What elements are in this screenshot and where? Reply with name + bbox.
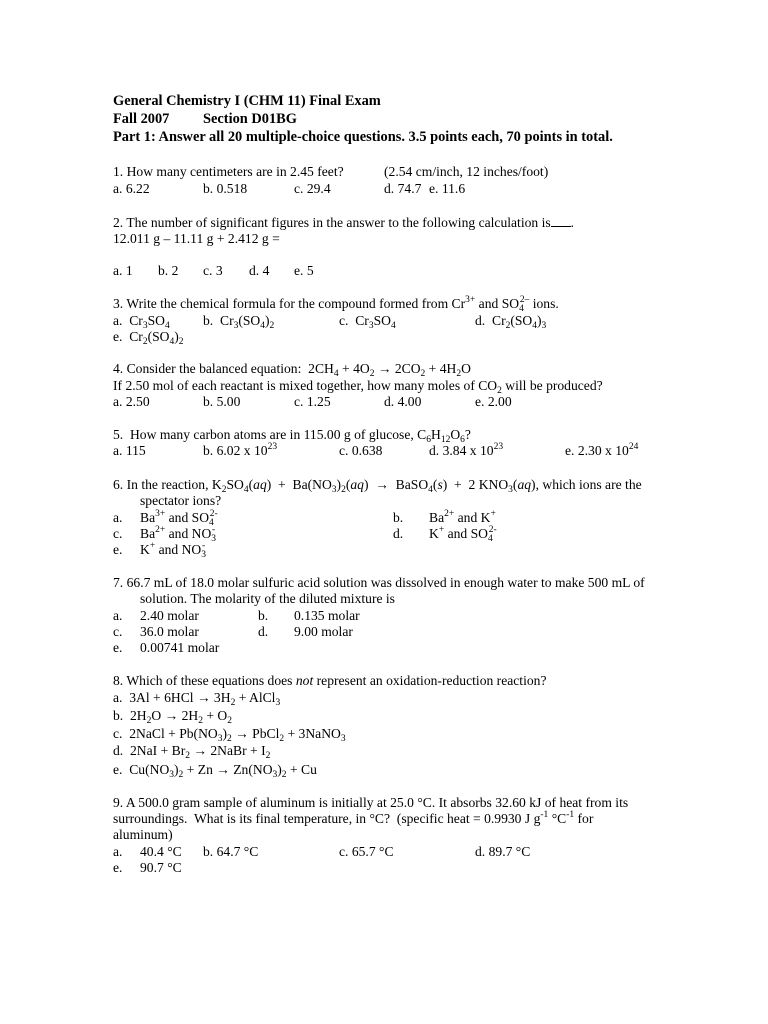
q7-stem: 7. 66.7 mL of 18.0 molar sulfuric acid solution was dissolved in enough water to make 500 mL of xyxy=(113,575,645,590)
q8-choice-c: c. 2NaCl + $Pb(NO_3)_2$ → PbCl$_2$ + 3NaNO$_3$ xyxy=(113,726,346,744)
q7-choice-d: 9.00 molar xyxy=(294,624,353,639)
q5-stem: 5. How many carbon atoms are in 115.00 g of glucose, $C_6H_{12}O_6$? xyxy=(113,427,471,445)
q9-choice-a: 40.4 °C xyxy=(140,844,182,859)
q7-choice-a-label: a. xyxy=(113,608,123,623)
q3-choice-c: c. $Cr_3SO_4$ xyxy=(339,313,396,331)
q4-choice-a: a. 2.50 xyxy=(113,394,150,409)
q7-choice-a: 2.40 molar xyxy=(140,608,199,623)
q1-hint: (2.54 cm/inch, 12 inches/foot) xyxy=(384,164,549,179)
q6-choice-e: K+ and $NO_3^-$ xyxy=(140,541,206,560)
q1-choice-a: a. 6.22 xyxy=(113,181,150,196)
q7-choice-e: 0.00741 molar xyxy=(140,640,220,655)
q7-choice-b: 0.135 molar xyxy=(294,608,360,623)
q3-choice-d: d. $Cr_2(SO_4)_3$ xyxy=(475,313,547,331)
q4-choice-e: e. 2.00 xyxy=(475,394,512,409)
q7-choice-b-label: b. xyxy=(258,608,269,623)
q4-question: If 2.50 mol of each reactant is mixed together, how many moles of $CO_2$ will be produced? xyxy=(113,378,603,396)
q3-choice-a: a. $Cr_3SO_4$ xyxy=(113,313,170,331)
q2-choice-e: e. 5 xyxy=(294,263,314,278)
q2-choice-d: d. 4 xyxy=(249,263,270,278)
q1-choice-d: d. 74.7 xyxy=(384,181,422,196)
q6-stem-cont: spectator ions? xyxy=(140,493,222,508)
q5-choice-a: a. 115 xyxy=(113,443,146,458)
exam-instructions: Part 1: Answer all 20 multiple-choice questions. 3.5 points each, 70 points in total. xyxy=(113,129,613,145)
exam-term: Fall 2007 xyxy=(113,111,170,127)
q7-choice-d-label: d. xyxy=(258,624,269,639)
q8-stem: 8. Which of these equations does not represent an oxidation-reduction reaction? xyxy=(113,673,547,688)
q5-choice-b: b. 6.02 x $10^{23}$ xyxy=(203,442,278,458)
q7-stem-cont: solution. The molarity of the diluted mixture is xyxy=(140,591,395,606)
q5-choice-e: e. 2.30 x $10^{24}$ xyxy=(565,442,639,458)
q9-choice-d: d. 89.7 °C xyxy=(475,844,531,859)
q6-choice-b-label: b. xyxy=(393,510,404,525)
q4-choice-c: c. 1.25 xyxy=(294,394,331,409)
q7-choice-c-label: c. xyxy=(113,624,123,639)
q7-choice-c: 36.0 molar xyxy=(140,624,199,639)
q9-choice-b: b. 64.7 °C xyxy=(203,844,259,859)
q5-choice-d: d. 3.84 x $10^{23}$ xyxy=(429,442,504,458)
exam-section: Section D01BG xyxy=(203,111,297,127)
q5-choice-c: c. 0.638 xyxy=(339,443,383,458)
q1-choice-c: c. 29.4 xyxy=(294,181,331,196)
q7-choice-e-label: e. xyxy=(113,640,123,655)
q9-stem: 9. A 500.0 gram sample of aluminum is initially at 25.0 °C. It absorbs 32.60 kJ of heat from its xyxy=(113,795,629,810)
q2-choice-a: a. 1 xyxy=(113,263,133,278)
q4-stem: 4. Consider the balanced equation: $2CH_4 + 4O_2 \to 2CO_2 + 4H_2O$ xyxy=(113,361,471,379)
q9-choice-a-label: a. xyxy=(113,844,123,859)
q6-stem: 6. In the reaction, $K_2SO_4(aq) + Ba(NO_3)_2(aq)$ → BaSO$_4$(s) + 2 $KNO_3(aq)$, which ions are the xyxy=(113,477,642,495)
q4-choice-d: d. 4.00 xyxy=(384,394,422,409)
q3-stem: 3. Write the chemical formula for the compound formed from $Cr^{3+}$ and $SO_4^{2-}$ ions. xyxy=(113,295,559,314)
q3-choice-b: b. $Cr_3(SO_4)_2$ xyxy=(203,313,275,331)
q6-choice-b: $Ba^{2+}$ and K+ xyxy=(429,509,496,525)
q9-choice-e: 90.7 °C xyxy=(140,860,182,875)
exam-title: General Chemistry I (CHM 11) Final Exam xyxy=(113,93,381,109)
q9-stem-cont: surroundings. What is its final temperature, in °C? (specific heat = 0.9930 J $g^{-1}$ $^\circ C^{-1}$ for xyxy=(113,810,594,826)
q6-choice-a: $Ba^{3+}$ and $SO_4^{2-}$ xyxy=(140,509,218,528)
q2-choice-b: b. 2 xyxy=(158,263,179,278)
q3-choice-e: e. $Cr_2(SO_4)_2$ xyxy=(113,329,184,347)
q6-choice-c: $Ba^{2+}$ and $NO_3^-$ xyxy=(140,525,217,544)
q8-choice-b: b. $2H_2O \to 2H_2 + O_2$ xyxy=(113,708,232,726)
q1-choice-b: b. 0.518 xyxy=(203,181,248,196)
q2-stem: 2. The number of significant figures in the answer to the following calculation is . xyxy=(113,215,575,230)
q6-choice-d-label: d. xyxy=(393,526,404,541)
q8-choice-a: a. $3Al + 6HCl \to 3H_2$ + AlCl$_3$ xyxy=(113,690,281,708)
q4-choice-b: b. 5.00 xyxy=(203,394,241,409)
q8-choice-e: e. $Cu(NO_3)_2 + Zn \to Zn(NO_3)_2 + Cu$ xyxy=(113,762,317,780)
q1-stem: 1. How many centimeters are in 2.45 feet? xyxy=(113,164,344,179)
q6-choice-d: K+ and $SO_4^{2-}$ xyxy=(429,525,497,544)
q6-choice-e-label: e. xyxy=(113,542,123,557)
q8-choice-d: d. $2NaI + Br_2$ → 2NaBr + $I_2$ xyxy=(113,743,271,761)
q6-choice-a-label: a. xyxy=(113,510,123,525)
q9-choice-e-label: e. xyxy=(113,860,123,875)
q1-choice-e: e. 11.6 xyxy=(429,181,466,196)
q2-choice-c: c. 3 xyxy=(203,263,223,278)
q9-stem-cont2: aluminum) xyxy=(113,827,173,842)
q2-expression: 12.011 g – 11.11 g + 2.412 g = xyxy=(113,231,280,246)
q9-choice-c: c. 65.7 °C xyxy=(339,844,394,859)
q6-choice-c-label: c. xyxy=(113,526,123,541)
